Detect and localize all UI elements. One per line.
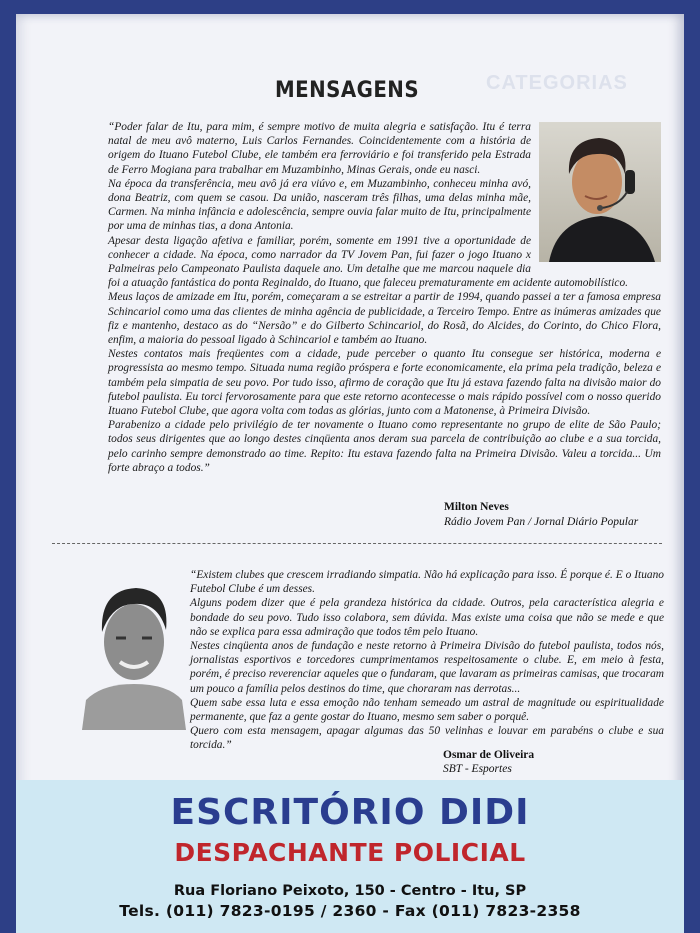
message2-paragraph: Nestes cinqüenta anos de fundação e neste retorno à Primeira Divisão do futebol paulista, todos nós, jornalistas esportivos e torcedores cumprimentamos respeitosamente o clube. E, em meio à festa, porém, é preciso reverenciar aqueles que o fundaram, que lavaram as primeiras camisas, que trocaram um pouco a família pelos destinos do time, que choraram nas derrotas... — [190, 640, 664, 695]
message1-paragraph: Na época da transferência, meu avô já era viúvo e, em Muzambinho, conheceu minha avó, dona Beatriz, com quem se casou. Da união, nasceram três filhas, uma delas minha mãe, Carmen. Na minha infância e adolescência, sempre ouvia falar muito de Itu, principalmente por uma de minhas tias, a dona Antonia. — [108, 177, 531, 233]
message2-paragraph: Alguns podem dizer que é pela grandeza histórica da cidade. Outros, pela característica alegria e bondade do seu povo. Tudo isso colabora, sem dúvida. Mas existe uma coisa que não se mede e que não se explica para essa admiração que todos têm pelo Ituano. — [190, 597, 664, 638]
magazine-page — [16, 14, 684, 933]
author-role: Rádio Jovem Pan / Jornal Diário Popular — [444, 516, 639, 528]
message2-paragraph: “Existem clubes que crescem irradiando simpatia. Não há explicação para isso. É porque é. E o Ituano Futebol Clube é um desses. — [190, 569, 664, 596]
osmar-de-oliveira-photo — [82, 580, 186, 730]
message1-paragraph: Meus laços de amizade em Itu, porém, começaram a se estreitar a partir de 1994, quando passei a ter a famosa empresa Schincariol como uma das clientes de minha agência de publicidade, a Terceiro Tempo. Entre as inúmeras amizades que fiz e mantenho, destaco as do “Nersão” e do Gilberto Schincariol, do Rosã, do Alcides, do Corinto, do Chico Flora, enfim, a maioria do pessoal ligado à Schincariol e também ao Ituano. — [108, 291, 661, 347]
author-name: Osmar de Oliveira — [443, 749, 535, 761]
signature-milton-neves — [444, 501, 638, 528]
advertisement-escritorio-didi — [16, 780, 684, 933]
message1-paragraph: Nestes contatos mais freqüentes com a cidade, pude perceber o quanto Itu consegue ser histórica, moderna e progressista ao mesmo tempo. Situada numa região próspera e forte economicamente, ela prima pela tradição, beleza e também pela simpatia de seu povo. Por tudo isso, afirmo de coração que Itu já estava fazendo falta na divisão maior do futebol paulista. Eu torci fervorosamente para que este retorno acontecesse o mais rápido possível com o nosso querido Ituano Futebol Clube, que agora volta com todas as glórias, junto com a Matonense, à Primeira Divisão. — [108, 348, 661, 418]
message1-paragraph: “Poder falar de Itu, para mim, é sempre motivo de muita alegria e satisfação. Itu é terra natal de meu avô materno, Luis Carlos Fernandes. Coincidentemente com a história de origem do Ituano Futebol Clube, ele também era ferroviário e foi transferido pela Estrada de Ferro Mogiana para trabalhar em Muzambinho, Minas Gerais, onde eu nasci. — [108, 121, 531, 176]
message-osmar-de-oliveira — [190, 568, 664, 753]
signature-osmar-de-oliveira — [443, 749, 534, 775]
message-milton-neves — [108, 120, 661, 475]
bleed-through-text: CATEGORIAS — [486, 72, 628, 94]
milton-neves-photo — [539, 122, 661, 262]
ad-phones: Tels. (011) 7823-0195 / 2360 - Fax (011) 7823-2358 — [119, 902, 581, 920]
ad-address: Rua Floriano Peixoto, 150 - Centro - Itu, SP — [173, 883, 527, 899]
message2-paragraph: Quero com esta mensagem, apagar algumas das 50 velinhas e louvar em parabéns o clube e sua torcida.” — [190, 725, 664, 752]
author-name: Milton Neves — [444, 501, 509, 513]
ad-subtitle: DESPACHANTE POLICIAL — [174, 838, 526, 867]
ad-title: ESCRITÓRIO DIDI — [170, 792, 530, 833]
author-role: SBT - Esportes — [443, 763, 512, 775]
message1-paragraph: Parabenizo a cidade pelo privilégio de ter novamente o Ituano como representante no grupo de elite de São Paulo; todos seus dirigentes que ao longo destes cinqüenta anos deram sua parcela de contribuição ao clube e a sua torcida, pelo carinho sempre demonstrado ao time. Repito: Itu estava fazendo falta na Primeira Divisão. Valeu a torcida... Um forte abraço a todos.” — [108, 419, 661, 474]
section-divider — [52, 543, 662, 544]
message1-paragraph: Apesar desta ligação afetiva e familiar, porém, somente em 1991 tive a oportunidade de conhecer a cidade. Na época, como narrador da TV Jovem Pan, fui fazer o jogo Ituano x Palmeiras pelo Campeonato Paulista daquele ano. Um detalhe que me marcou naquele dia foi a atuação fantástica do ponta Reginaldo, do Ituano, que faleceu prematuramente em acidente automobilístico. — [108, 234, 628, 290]
page-title: MENSAGENS — [275, 78, 420, 103]
message2-paragraph: Quem sabe essa luta e essa emoção não tenham semeado um astral de magnitude ou espiritualidade permanente, que faz a gente gostar do Ituano, mesmo sem saber o porquê. — [190, 696, 664, 724]
